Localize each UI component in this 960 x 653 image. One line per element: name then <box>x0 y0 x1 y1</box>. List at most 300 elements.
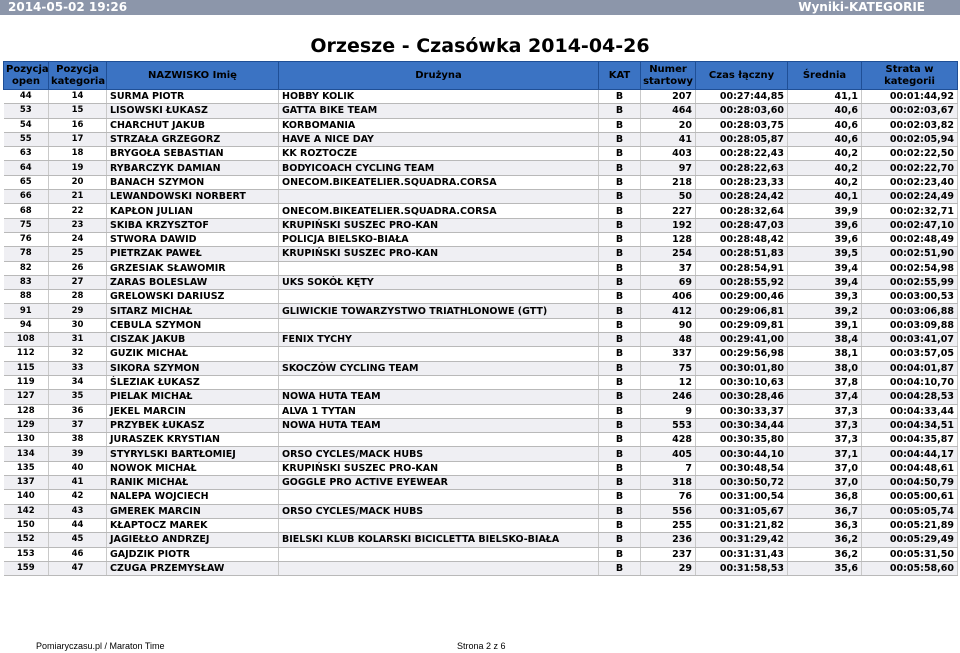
cell-team: KRUPIŃSKI SUSZEC PRO-KAN <box>279 461 599 475</box>
cell-position-category: 25 <box>49 247 107 261</box>
cell-category-gap: 00:02:22,50 <box>862 147 958 161</box>
cell-position-category: 47 <box>49 561 107 575</box>
cell-category-gap: 00:04:35,87 <box>862 433 958 447</box>
cell-category: B <box>599 261 641 275</box>
cell-total-time: 00:27:44,85 <box>696 90 788 104</box>
cell-position-open: 53 <box>4 104 49 118</box>
footer-source: Pomiaryczasu.pl / Maraton Time <box>36 641 165 651</box>
table-row <box>4 261 958 275</box>
cell-category: B <box>599 232 641 246</box>
cell-name: JURASZEK KRYSTIAN <box>107 433 279 447</box>
cell-category: B <box>599 175 641 189</box>
cell-total-time: 00:30:10,63 <box>696 375 788 389</box>
cell-name: CISZAK JAKUB <box>107 333 279 347</box>
cell-position-open: 55 <box>4 132 49 146</box>
cell-start-number: 192 <box>641 218 696 232</box>
col-name-header: NAZWISKO Imię <box>107 62 279 90</box>
cell-team <box>279 490 599 504</box>
cell-total-time: 00:29:06,81 <box>696 304 788 318</box>
cell-position-open: 119 <box>4 375 49 389</box>
cell-position-category: 37 <box>49 418 107 432</box>
cell-position-category: 33 <box>49 361 107 375</box>
cell-name: BANACH SZYMON <box>107 175 279 189</box>
cell-start-number: 412 <box>641 304 696 318</box>
cell-name: PIETRZAK PAWEŁ <box>107 247 279 261</box>
cell-start-number: 255 <box>641 518 696 532</box>
cell-total-time: 00:31:21,82 <box>696 518 788 532</box>
cell-category: B <box>599 218 641 232</box>
cell-position-open: 83 <box>4 275 49 289</box>
page-number: Strona 2 z 6 <box>457 641 506 651</box>
cell-category: B <box>599 404 641 418</box>
cell-team <box>279 347 599 361</box>
cell-total-time: 00:31:00,54 <box>696 490 788 504</box>
cell-total-time: 00:30:33,37 <box>696 404 788 418</box>
col-position-open-header: Pozycja open <box>4 62 49 90</box>
cell-total-time: 00:28:23,33 <box>696 175 788 189</box>
cell-average: 40,6 <box>788 104 862 118</box>
cell-position-open: 159 <box>4 561 49 575</box>
table-row <box>4 232 958 246</box>
cell-category-gap: 00:01:44,92 <box>862 90 958 104</box>
cell-average: 37,3 <box>788 418 862 432</box>
cell-position-open: 115 <box>4 361 49 375</box>
cell-start-number: 237 <box>641 547 696 561</box>
cell-average: 37,3 <box>788 433 862 447</box>
cell-start-number: 7 <box>641 461 696 475</box>
cell-category: B <box>599 275 641 289</box>
cell-position-open: 137 <box>4 476 49 490</box>
cell-average: 41,1 <box>788 90 862 104</box>
cell-average: 39,5 <box>788 247 862 261</box>
cell-team <box>279 433 599 447</box>
cell-start-number: 428 <box>641 433 696 447</box>
cell-team: NOWA HUTA TEAM <box>279 390 599 404</box>
cell-position-open: 152 <box>4 533 49 547</box>
cell-name: SIKORA SZYMON <box>107 361 279 375</box>
cell-team <box>279 261 599 275</box>
cell-name: SKIBA KRZYSZTOF <box>107 218 279 232</box>
cell-position-open: 66 <box>4 190 49 204</box>
cell-total-time: 00:28:51,83 <box>696 247 788 261</box>
cell-team: KK ROZTOCZE <box>279 147 599 161</box>
cell-start-number: 90 <box>641 318 696 332</box>
cell-start-number: 236 <box>641 533 696 547</box>
cell-name: RYBARCZYK DAMIAN <box>107 161 279 175</box>
cell-average: 37,4 <box>788 390 862 404</box>
cell-name: GUZIK MICHAŁ <box>107 347 279 361</box>
cell-category: B <box>599 204 641 218</box>
cell-total-time: 00:30:34,44 <box>696 418 788 432</box>
cell-category-gap: 00:05:31,50 <box>862 547 958 561</box>
cell-start-number: 97 <box>641 161 696 175</box>
cell-category: B <box>599 347 641 361</box>
cell-start-number: 464 <box>641 104 696 118</box>
cell-total-time: 00:28:24,42 <box>696 190 788 204</box>
table-row <box>4 404 958 418</box>
cell-team <box>279 375 599 389</box>
cell-category: B <box>599 518 641 532</box>
cell-team: POLICJA BIELSKO-BIAŁA <box>279 232 599 246</box>
cell-category: B <box>599 461 641 475</box>
top-bar <box>0 0 960 15</box>
cell-name: SURMA PIOTR <box>107 90 279 104</box>
cell-team: BODYICOACH CYCLING TEAM <box>279 161 599 175</box>
cell-name: STYRYLSKI BARTŁOMIEJ <box>107 447 279 461</box>
cell-total-time: 00:28:47,03 <box>696 218 788 232</box>
cell-position-category: 22 <box>49 204 107 218</box>
cell-team: KRUPIŃSKI SUSZEC PRO-KAN <box>279 247 599 261</box>
cell-category-gap: 00:04:48,61 <box>862 461 958 475</box>
results-table-container <box>3 61 957 576</box>
page-footer <box>0 640 960 653</box>
cell-position-open: 78 <box>4 247 49 261</box>
cell-start-number: 128 <box>641 232 696 246</box>
cell-start-number: 75 <box>641 361 696 375</box>
cell-position-open: 63 <box>4 147 49 161</box>
cell-position-open: 82 <box>4 261 49 275</box>
cell-category: B <box>599 433 641 447</box>
table-row <box>4 547 958 561</box>
cell-category-gap: 00:04:44,17 <box>862 447 958 461</box>
cell-category: B <box>599 104 641 118</box>
cell-team: ONECOM.BIKEATELIER.SQUADRA.CORSA <box>279 175 599 189</box>
cell-start-number: 37 <box>641 261 696 275</box>
cell-start-number: 405 <box>641 447 696 461</box>
cell-position-open: 68 <box>4 204 49 218</box>
cell-team <box>279 318 599 332</box>
cell-team: GLIWICKIE TOWARZYSTWO TRIATHLONOWE (GTT) <box>279 304 599 318</box>
cell-total-time: 00:30:44,10 <box>696 447 788 461</box>
cell-position-open: 76 <box>4 232 49 246</box>
cell-category-gap: 00:03:41,07 <box>862 333 958 347</box>
cell-start-number: 29 <box>641 561 696 575</box>
cell-category: B <box>599 190 641 204</box>
cell-average: 39,6 <box>788 232 862 246</box>
cell-average: 40,2 <box>788 147 862 161</box>
cell-category-gap: 00:05:21,89 <box>862 518 958 532</box>
cell-average: 37,0 <box>788 461 862 475</box>
print-date: 2014-05-02 19:26 <box>8 0 128 14</box>
cell-position-category: 18 <box>49 147 107 161</box>
cell-average: 40,6 <box>788 132 862 146</box>
cell-total-time: 00:31:31,43 <box>696 547 788 561</box>
cell-team: SKOCZÓW CYCLING TEAM <box>279 361 599 375</box>
cell-category: B <box>599 476 641 490</box>
cell-start-number: 318 <box>641 476 696 490</box>
cell-name: KŁAPTOCZ MAREK <box>107 518 279 532</box>
table-row <box>4 190 958 204</box>
cell-name: CEBULA SZYMON <box>107 318 279 332</box>
cell-category-gap: 00:04:28,53 <box>862 390 958 404</box>
table-row <box>4 375 958 389</box>
cell-category: B <box>599 318 641 332</box>
cell-category: B <box>599 504 641 518</box>
cell-category: B <box>599 161 641 175</box>
cell-position-category: 17 <box>49 132 107 146</box>
cell-team: ORSO CYCLES/MACK HUBS <box>279 447 599 461</box>
cell-average: 39,6 <box>788 218 862 232</box>
cell-position-open: 94 <box>4 318 49 332</box>
cell-category-gap: 00:03:09,88 <box>862 318 958 332</box>
cell-start-number: 556 <box>641 504 696 518</box>
cell-team: KRUPIŃSKI SUSZEC PRO-KAN <box>279 218 599 232</box>
cell-total-time: 00:29:09,81 <box>696 318 788 332</box>
cell-total-time: 00:30:28,46 <box>696 390 788 404</box>
cell-average: 37,1 <box>788 447 862 461</box>
cell-position-open: 75 <box>4 218 49 232</box>
cell-position-category: 30 <box>49 318 107 332</box>
cell-position-category: 24 <box>49 232 107 246</box>
cell-team: HOBBY KOLIK <box>279 90 599 104</box>
cell-category: B <box>599 247 641 261</box>
cell-start-number: 246 <box>641 390 696 404</box>
table-row <box>4 247 958 261</box>
cell-average: 40,2 <box>788 175 862 189</box>
table-row <box>4 318 958 332</box>
cell-average: 40,1 <box>788 190 862 204</box>
cell-name: PIELAK MICHAŁ <box>107 390 279 404</box>
cell-category-gap: 00:03:57,05 <box>862 347 958 361</box>
cell-name: STWORA DAWID <box>107 232 279 246</box>
cell-position-category: 36 <box>49 404 107 418</box>
cell-name: LISOWSKI ŁUKASZ <box>107 104 279 118</box>
col-start-number-header: Numer startowy <box>641 62 696 90</box>
cell-total-time: 00:31:05,67 <box>696 504 788 518</box>
cell-position-category: 42 <box>49 490 107 504</box>
cell-category-gap: 00:02:03,67 <box>862 104 958 118</box>
cell-total-time: 00:29:56,98 <box>696 347 788 361</box>
table-row <box>4 90 958 104</box>
cell-average: 37,8 <box>788 375 862 389</box>
cell-total-time: 00:29:00,46 <box>696 290 788 304</box>
cell-category-gap: 00:04:10,70 <box>862 375 958 389</box>
cell-position-category: 45 <box>49 533 107 547</box>
cell-start-number: 207 <box>641 90 696 104</box>
cell-name: NALEPA WOJCIECH <box>107 490 279 504</box>
cell-average: 39,1 <box>788 318 862 332</box>
cell-average: 36,8 <box>788 490 862 504</box>
cell-total-time: 00:29:41,00 <box>696 333 788 347</box>
table-row <box>4 218 958 232</box>
cell-average: 39,9 <box>788 204 862 218</box>
cell-category-gap: 00:05:58,60 <box>862 561 958 575</box>
table-row <box>4 433 958 447</box>
table-row <box>4 518 958 532</box>
cell-name: JAGIEŁŁO ANDRZEJ <box>107 533 279 547</box>
cell-position-open: 130 <box>4 433 49 447</box>
cell-average: 39,4 <box>788 261 862 275</box>
cell-category: B <box>599 561 641 575</box>
cell-category: B <box>599 533 641 547</box>
cell-team: GATTA BIKE TEAM <box>279 104 599 118</box>
cell-position-category: 44 <box>49 518 107 532</box>
table-row <box>4 361 958 375</box>
cell-name: STRZAŁA GRZEGORZ <box>107 132 279 146</box>
cell-category: B <box>599 447 641 461</box>
cell-position-open: 112 <box>4 347 49 361</box>
col-average-header: Średnia <box>788 62 862 90</box>
cell-team <box>279 518 599 532</box>
cell-team: GOGGLE PRO ACTIVE EYEWEAR <box>279 476 599 490</box>
cell-category-gap: 00:03:00,53 <box>862 290 958 304</box>
table-row <box>4 204 958 218</box>
table-row <box>4 275 958 289</box>
cell-position-category: 15 <box>49 104 107 118</box>
cell-total-time: 00:30:48,54 <box>696 461 788 475</box>
cell-category: B <box>599 118 641 132</box>
cell-position-open: 44 <box>4 90 49 104</box>
cell-category-gap: 00:02:54,98 <box>862 261 958 275</box>
cell-total-time: 00:28:03,60 <box>696 104 788 118</box>
cell-category-gap: 00:05:05,74 <box>862 504 958 518</box>
cell-category: B <box>599 418 641 432</box>
cell-category: B <box>599 90 641 104</box>
table-row <box>4 418 958 432</box>
cell-category-gap: 00:02:23,40 <box>862 175 958 189</box>
cell-category: B <box>599 304 641 318</box>
cell-category-gap: 00:04:33,44 <box>862 404 958 418</box>
cell-category-gap: 00:02:55,99 <box>862 275 958 289</box>
cell-category: B <box>599 490 641 504</box>
cell-name: ZARAS BOLESLAW <box>107 275 279 289</box>
cell-name: GRZESIAK SŁAWOMIR <box>107 261 279 275</box>
cell-category-gap: 00:04:50,79 <box>862 476 958 490</box>
cell-start-number: 48 <box>641 333 696 347</box>
cell-position-open: 140 <box>4 490 49 504</box>
cell-name: PRZYBEK ŁUKASZ <box>107 418 279 432</box>
cell-name: GAJDZIK PIOTR <box>107 547 279 561</box>
cell-category-gap: 00:02:22,70 <box>862 161 958 175</box>
cell-team: BIELSKI KLUB KOLARSKI BICICLETTA BIELSKO-BIAŁA <box>279 533 599 547</box>
table-row <box>4 104 958 118</box>
cell-category-gap: 00:05:00,61 <box>862 490 958 504</box>
cell-team: FENIX TYCHY <box>279 333 599 347</box>
table-row <box>4 490 958 504</box>
cell-total-time: 00:31:29,42 <box>696 533 788 547</box>
report-type-title: Wyniki-KATEGORIE <box>798 0 925 14</box>
cell-position-category: 40 <box>49 461 107 475</box>
cell-name: ŚLEZIAK ŁUKASZ <box>107 375 279 389</box>
cell-average: 40,2 <box>788 161 862 175</box>
cell-position-category: 31 <box>49 333 107 347</box>
cell-category: B <box>599 333 641 347</box>
table-row <box>4 175 958 189</box>
cell-category: B <box>599 547 641 561</box>
cell-average: 36,2 <box>788 533 862 547</box>
cell-position-category: 29 <box>49 304 107 318</box>
cell-position-category: 28 <box>49 290 107 304</box>
cell-start-number: 406 <box>641 290 696 304</box>
table-row <box>4 504 958 518</box>
table-header <box>4 62 958 90</box>
cell-name: CZUGA PRZEMYSŁAW <box>107 561 279 575</box>
table-row <box>4 390 958 404</box>
col-team-header: Drużyna <box>279 62 599 90</box>
cell-total-time: 00:28:05,87 <box>696 132 788 146</box>
table-row <box>4 290 958 304</box>
cell-team: KORBOMANIA <box>279 118 599 132</box>
cell-team: UKS SOKÓŁ KĘTY <box>279 275 599 289</box>
cell-position-category: 20 <box>49 175 107 189</box>
cell-start-number: 218 <box>641 175 696 189</box>
cell-position-category: 35 <box>49 390 107 404</box>
cell-total-time: 00:28:03,75 <box>696 118 788 132</box>
cell-average: 37,3 <box>788 404 862 418</box>
cell-name: NOWOK MICHAŁ <box>107 461 279 475</box>
cell-start-number: 254 <box>641 247 696 261</box>
cell-position-category: 16 <box>49 118 107 132</box>
cell-category-gap: 00:02:51,90 <box>862 247 958 261</box>
cell-team: HAVE A NICE DAY <box>279 132 599 146</box>
cell-position-category: 14 <box>49 90 107 104</box>
table-row <box>4 147 958 161</box>
cell-average: 38,0 <box>788 361 862 375</box>
cell-name: RANIK MICHAŁ <box>107 476 279 490</box>
cell-category: B <box>599 375 641 389</box>
table-row <box>4 476 958 490</box>
col-category-header: KAT <box>599 62 641 90</box>
cell-position-category: 32 <box>49 347 107 361</box>
results-table <box>3 61 958 576</box>
cell-position-open: 108 <box>4 333 49 347</box>
cell-team: ORSO CYCLES/MACK HUBS <box>279 504 599 518</box>
cell-average: 35,6 <box>788 561 862 575</box>
cell-category-gap: 00:02:24,49 <box>862 190 958 204</box>
table-row <box>4 461 958 475</box>
cell-category-gap: 00:03:06,88 <box>862 304 958 318</box>
cell-category: B <box>599 147 641 161</box>
cell-name: GMEREK MARCIN <box>107 504 279 518</box>
cell-team <box>279 290 599 304</box>
cell-start-number: 553 <box>641 418 696 432</box>
cell-total-time: 00:28:48,42 <box>696 232 788 246</box>
cell-category-gap: 00:04:01,87 <box>862 361 958 375</box>
cell-category-gap: 00:02:05,94 <box>862 132 958 146</box>
cell-start-number: 20 <box>641 118 696 132</box>
cell-start-number: 76 <box>641 490 696 504</box>
cell-name: SITARZ MICHAŁ <box>107 304 279 318</box>
cell-start-number: 12 <box>641 375 696 389</box>
cell-position-open: 134 <box>4 447 49 461</box>
cell-team <box>279 190 599 204</box>
table-row <box>4 132 958 146</box>
col-position-category-header: Pozycja kategoria <box>49 62 107 90</box>
cell-position-open: 153 <box>4 547 49 561</box>
cell-average: 40,6 <box>788 118 862 132</box>
cell-name: BRYGOŁA SEBASTIAN <box>107 147 279 161</box>
cell-position-category: 46 <box>49 547 107 561</box>
cell-start-number: 69 <box>641 275 696 289</box>
cell-category-gap: 00:04:34,51 <box>862 418 958 432</box>
cell-position-open: 64 <box>4 161 49 175</box>
table-row <box>4 533 958 547</box>
cell-start-number: 50 <box>641 190 696 204</box>
cell-position-category: 34 <box>49 375 107 389</box>
cell-start-number: 41 <box>641 132 696 146</box>
cell-average: 36,2 <box>788 547 862 561</box>
cell-position-category: 43 <box>49 504 107 518</box>
cell-category-gap: 00:02:47,10 <box>862 218 958 232</box>
cell-position-open: 142 <box>4 504 49 518</box>
cell-position-category: 27 <box>49 275 107 289</box>
cell-average: 37,0 <box>788 476 862 490</box>
cell-team: ONECOM.BIKEATELIER.SQUADRA.CORSA <box>279 204 599 218</box>
cell-category: B <box>599 390 641 404</box>
cell-position-category: 26 <box>49 261 107 275</box>
cell-average: 39,2 <box>788 304 862 318</box>
cell-position-open: 127 <box>4 390 49 404</box>
